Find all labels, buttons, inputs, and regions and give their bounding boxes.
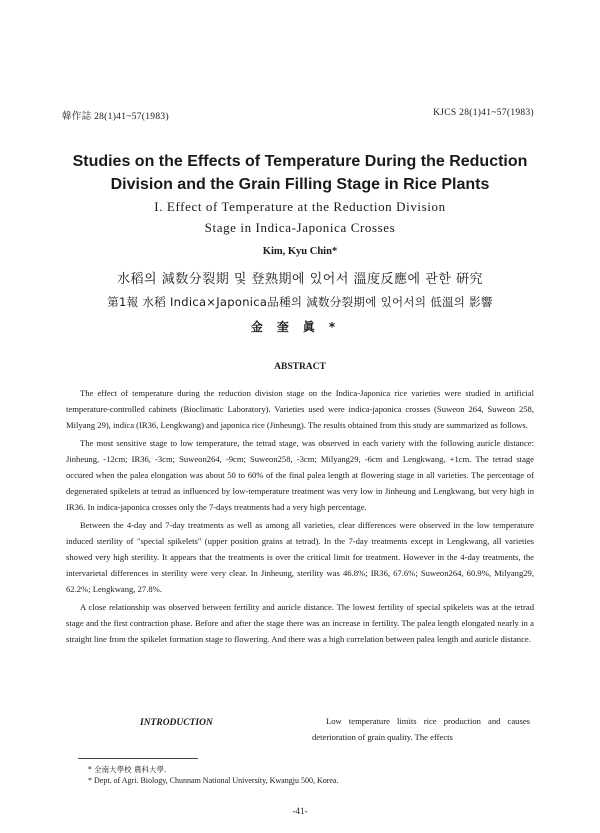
korean-subtitle: 第1報 水稻 Indica×Japonica品種의 減数分裂期에 있어서의 低溫의 影響 (107, 295, 493, 309)
author-name: Kim, Kyu Chin* (262, 246, 338, 257)
paper-subtitle-line-2: Stage in Indica-Japonica Crosses (204, 220, 396, 235)
korean-title: 水稻의 減数分裂期 및 登熟期에 있어서 溫度反應에 관한 硏究 (117, 272, 483, 287)
footnote-divider (78, 758, 198, 759)
abstract-paragraph: The effect of temperature during the reduction division stage on the Indica-Japonica rice varieties were studied in artificial temperature-controlled cabinets (Bioclimatic Laboratory). Varieties used were indica-japonica crosses (Suweon 264, Suweon 258, Milyang 29), indica (IR36, Lengkwang) and japonica rice (Jinheung). The results obtained from this study are summarized as follows. (66, 388, 534, 431)
paper-title-line-2: Division and the Grain Filling Stage in Rice Plants (110, 176, 490, 193)
journal-header-left: 韓作誌 28(1)41~57(1983) (62, 112, 169, 122)
abstract-heading: ABSTRACT (274, 362, 326, 372)
introduction-heading: INTRODUCTION (140, 718, 213, 728)
abstract-paragraph: The most sensitive stage to low temperature, the tetrad stage, was observed in each variety with the following auricle distance: Jinheung, -12cm; IR36, -3cm; Suweon264, -9cm; Suweon258, -3cm; Milyang29, -6cm and Lengkwang, +1cm. The tetrad stage occured when the palea elongation was about 50 to 60% of the final palea length at flowering stage in all varieties. The percentage of degenerated spikelets at tetrad as influenced by low-temperature treatment was very low in Jinheung and Lengkwang, but very high in IR36. In indica-japonica crosses only the 7-days treatments had a very high percentage. (66, 437, 534, 513)
footnote-english: * Dept. of Agri. Biology, Chunnam National University, Kwangju 500, Korea. (88, 776, 339, 785)
paper-subtitle-line-1: I. Effect of Temperature at the Reduction Division (154, 199, 446, 214)
introduction-text: Low temperature limits rice production and causes deterioration of grain quality. The effects (312, 716, 530, 742)
korean-author-name: 金奎眞* (250, 320, 350, 334)
abstract-paragraph: Between the 4-day and 7-day treatments as well as among all varieties, clear differences were observed in the low temperature induced sterility of "special spikelets" (upper position grains at tetrad). In the 7-day treatments except in Lengkwang, all varieties showed very high sterility. It appears that the treatments is over the critical limit for treatment. However in the 4-day treatments, the intervarietal differences in sterility were very clear. In Jinheung, sterility was 46.8%; IR36, 67.6%; Suweon264, 60.9%, Milyang29, 62.2%; Lengkwang, 27.8%. (66, 519, 534, 595)
abstract-body (66, 385, 534, 647)
abstract-paragraph: A close relationship was observed between fertility and auricle distance. The lowest fertility of special spikelets was at the tetrad stage and the first contraction phase. Before and after the stage there was an increase in fertility. The palea length elongated nearly in a straight line from the spikelet formation stage to flowering. And there was a high correlation between palea length and auricle distance. (66, 601, 534, 645)
page-number: -41- (292, 806, 308, 816)
journal-header-right: KJCS 28(1)41~57(1983) (433, 108, 534, 118)
footnote-korean: * 全南大學校 農科大學. (88, 765, 167, 774)
paper-title-line-1: Studies on the Effects of Temperature During the Reduction (72, 153, 528, 170)
